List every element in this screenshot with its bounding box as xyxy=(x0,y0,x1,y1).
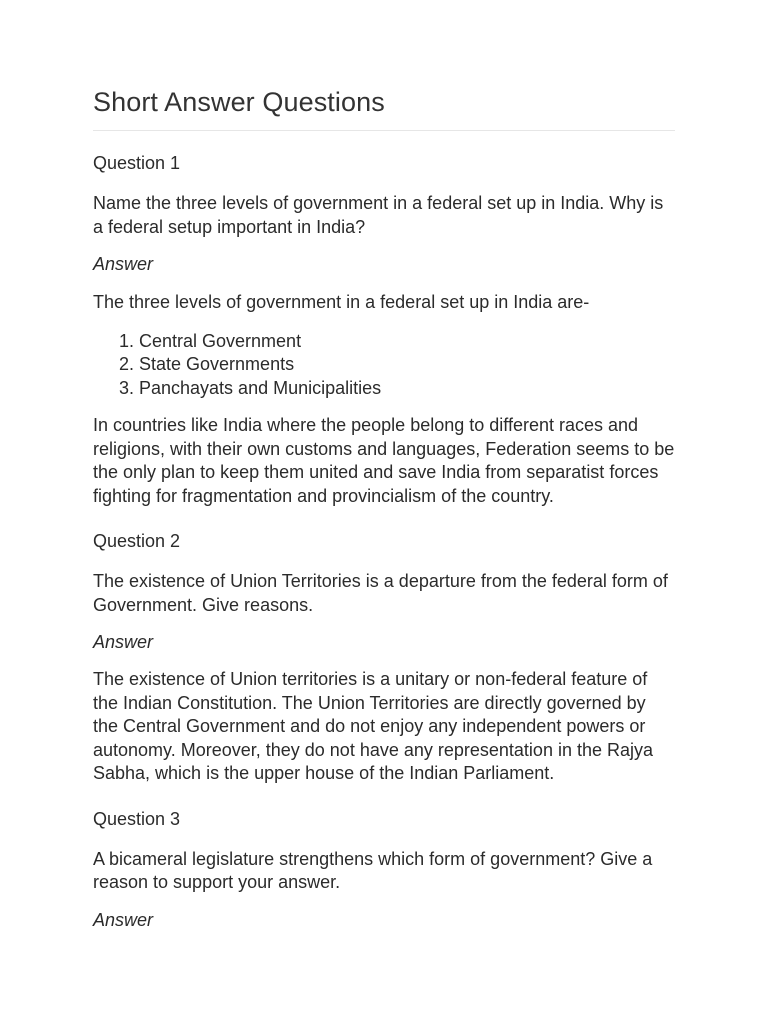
list-item: 1. Central Government xyxy=(139,330,675,354)
question-2-heading: Question 2 xyxy=(93,531,181,551)
question-1-answer-label: Answer xyxy=(93,254,154,274)
question-3-text: A bicameral legislature strengthens which form of government? Give a reason to support your answer. xyxy=(93,848,653,892)
question-1-text: Name the three levels of government in a federal set up in India. Why is a federal setup important in India? xyxy=(93,193,664,237)
question-1-answer-intro: The three levels of government in a federal set up in India are- xyxy=(93,292,590,312)
page-title: Short Answer Questions xyxy=(93,87,385,117)
question-1-heading: Question 1 xyxy=(93,153,181,173)
question-2-text: The existence of Union Territories is a departure from the federal form of Government. Give reasons. xyxy=(93,571,668,615)
question-2-answer-label: Answer xyxy=(93,632,154,652)
question-3-heading: Question 3 xyxy=(93,808,181,829)
title-divider xyxy=(93,130,675,131)
document-content xyxy=(93,84,675,932)
list-item: 3. Panchayats and Municipalities xyxy=(139,377,675,401)
question-2-answer-paragraph: The existence of Union territories is a unitary or non-federal feature of the Indian Constitution. The Union Territories are directly governed by the Central Government and do not enjoy any independent powers or autonomy. Moreover, they do not have any representation in the Rajya Sabha, which is the upper house of the Indian Parliament. xyxy=(93,669,654,783)
question-3-answer-label: Answer xyxy=(93,909,154,930)
government-levels-list xyxy=(93,330,675,401)
list-item: 2. State Governments xyxy=(139,353,675,377)
question-1-answer-paragraph: In countries like India where the people belong to different races and religions, with their own customs and languages, Federation seems to be the only plan to keep them united and save India from separatist forces fighting for fragmentation and provincialism of the country. xyxy=(93,415,675,506)
